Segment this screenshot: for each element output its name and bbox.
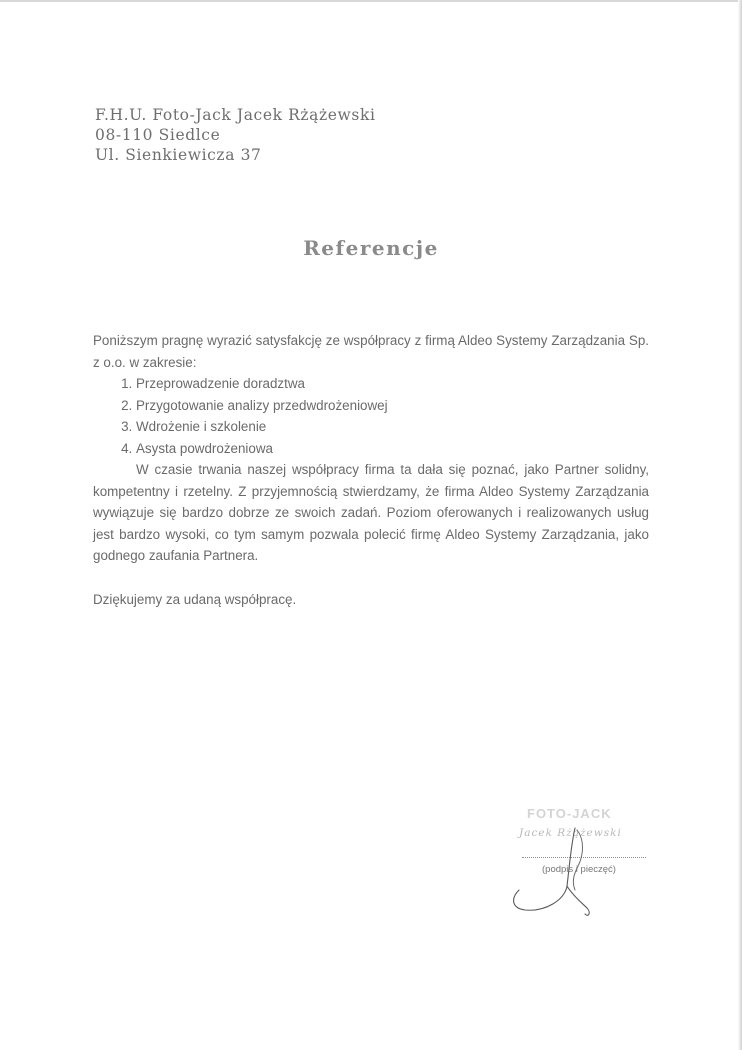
stamp-company: FOTO-JACK	[527, 806, 612, 821]
signature-block	[505, 800, 665, 930]
thanks-line: Dziękujemy za udaną współpracę.	[93, 591, 297, 607]
sender-city: 08-110 Siedlce	[95, 126, 221, 144]
signature-label: (podpis i pieczęć)	[542, 864, 616, 875]
list-item: 3. Wdrożenie i szkolenie	[136, 416, 649, 438]
letter-body	[93, 330, 649, 610]
stamp-name: Jacek Rżążewski	[519, 827, 622, 839]
intro-paragraph: Poniższym pragnę wyrazić satysfakcję ze współpracy z firmą Aldeo Systemy Zarządzania Sp. z o.o. w zakresie:	[93, 333, 649, 370]
document-title: Referencje	[303, 236, 439, 260]
list-item: 4. Asysta powdrożeniowa	[136, 438, 649, 460]
list-item: 1. Przeprowadzenie doradztwa	[136, 373, 649, 395]
scan-top-border	[0, 0, 742, 2]
sender-street: Ul. Sienkiewicza 37	[95, 146, 262, 164]
list-item: 2. Przygotowanie analizy przedwdrożeniowej	[136, 395, 649, 417]
evaluation-paragraph: W czasie trwania naszej współpracy firma ta dała się poznać, jako Partner solidny, kompetentny i rzetelny. Z przyjemnością stwierdzamy, że firma Aldeo Systemy Zarządzania wywiązuje się bardzo dobrze ze swoich zadań. Poziom oferowanych i realizowanych usług jest bardzo wysoki, co tym samym pozwala polecić firmę Aldeo Systemy Zarządzania, jako godnego zaufania Partnera.	[93, 462, 649, 563]
sender-address	[95, 105, 376, 165]
scan-right-edge	[738, 0, 742, 1050]
scope-list	[93, 373, 649, 459]
sender-company: F.H.U. Foto-Jack Jacek Rżążewski	[95, 106, 376, 124]
handwritten-signature	[505, 800, 665, 930]
